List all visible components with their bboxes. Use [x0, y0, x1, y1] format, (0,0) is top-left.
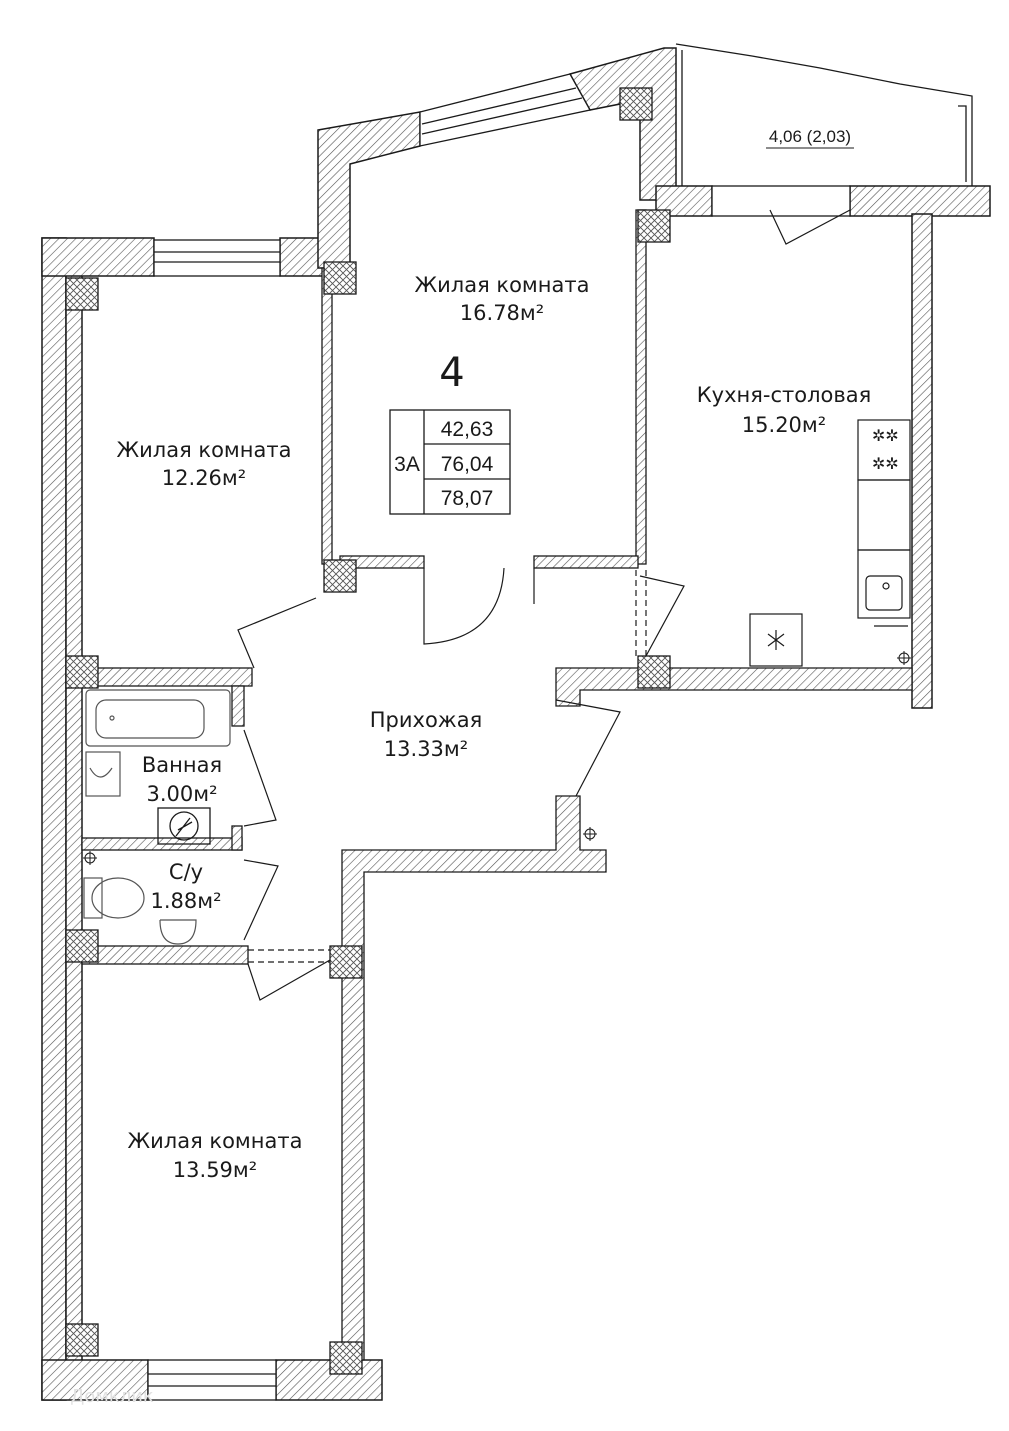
- svg-text:Жилая комната: Жилая комната: [116, 438, 292, 462]
- room-label-living-1: [117, 438, 292, 490]
- room-label-bath: [142, 753, 222, 806]
- room-label-living-2: [415, 273, 590, 325]
- balcony-area: 4,06 (2,03): [768, 127, 852, 146]
- sink-icon: [86, 752, 120, 796]
- living-area-value: 42,63: [440, 418, 494, 441]
- balcony-outline: [676, 44, 972, 186]
- room-label-hall: [370, 708, 482, 761]
- svg-text:Прихожая: Прихожая: [369, 708, 483, 732]
- ventilation-icon: [750, 614, 802, 666]
- room-label-kitchen: [697, 383, 871, 437]
- svg-text:Кухня-столовая: Кухня-столовая: [696, 383, 872, 407]
- svg-text:Жилая комната: Жилая комната: [127, 1129, 303, 1153]
- svg-text:Ванная: Ванная: [141, 753, 223, 777]
- svg-text:13.33м²: 13.33м²: [383, 737, 469, 761]
- svg-text:16.78м²: 16.78м²: [459, 301, 545, 325]
- svg-text:13.59м²: 13.59м²: [172, 1158, 258, 1182]
- apartment-number: 4: [439, 350, 465, 396]
- svg-text:✲✲: ✲✲: [872, 454, 899, 473]
- svg-text:1.88м²: 1.88м²: [150, 889, 222, 913]
- svg-text:12.26м²: 12.26м²: [161, 466, 247, 490]
- svg-text:С/у: С/у: [168, 860, 204, 884]
- svg-text:✲✲: ✲✲: [872, 426, 899, 445]
- svg-text:Жилая комната: Жилая комната: [414, 273, 590, 297]
- bathtub-icon: [86, 690, 230, 746]
- svg-text:15.20м²: 15.20м²: [741, 413, 827, 437]
- total-area-value: 76,04: [440, 453, 494, 476]
- total-with-balcony-value: 78,07: [440, 487, 494, 510]
- kitchen-sink-icon: [858, 550, 910, 626]
- watermark: Домклик: [70, 1386, 154, 1407]
- svg-text:3.00м²: 3.00м²: [146, 782, 218, 806]
- room-label-living-3: [128, 1129, 303, 1182]
- stove-icon: [858, 420, 910, 550]
- room-label-wc: [150, 860, 221, 913]
- apartment-type: 3А: [394, 453, 420, 476]
